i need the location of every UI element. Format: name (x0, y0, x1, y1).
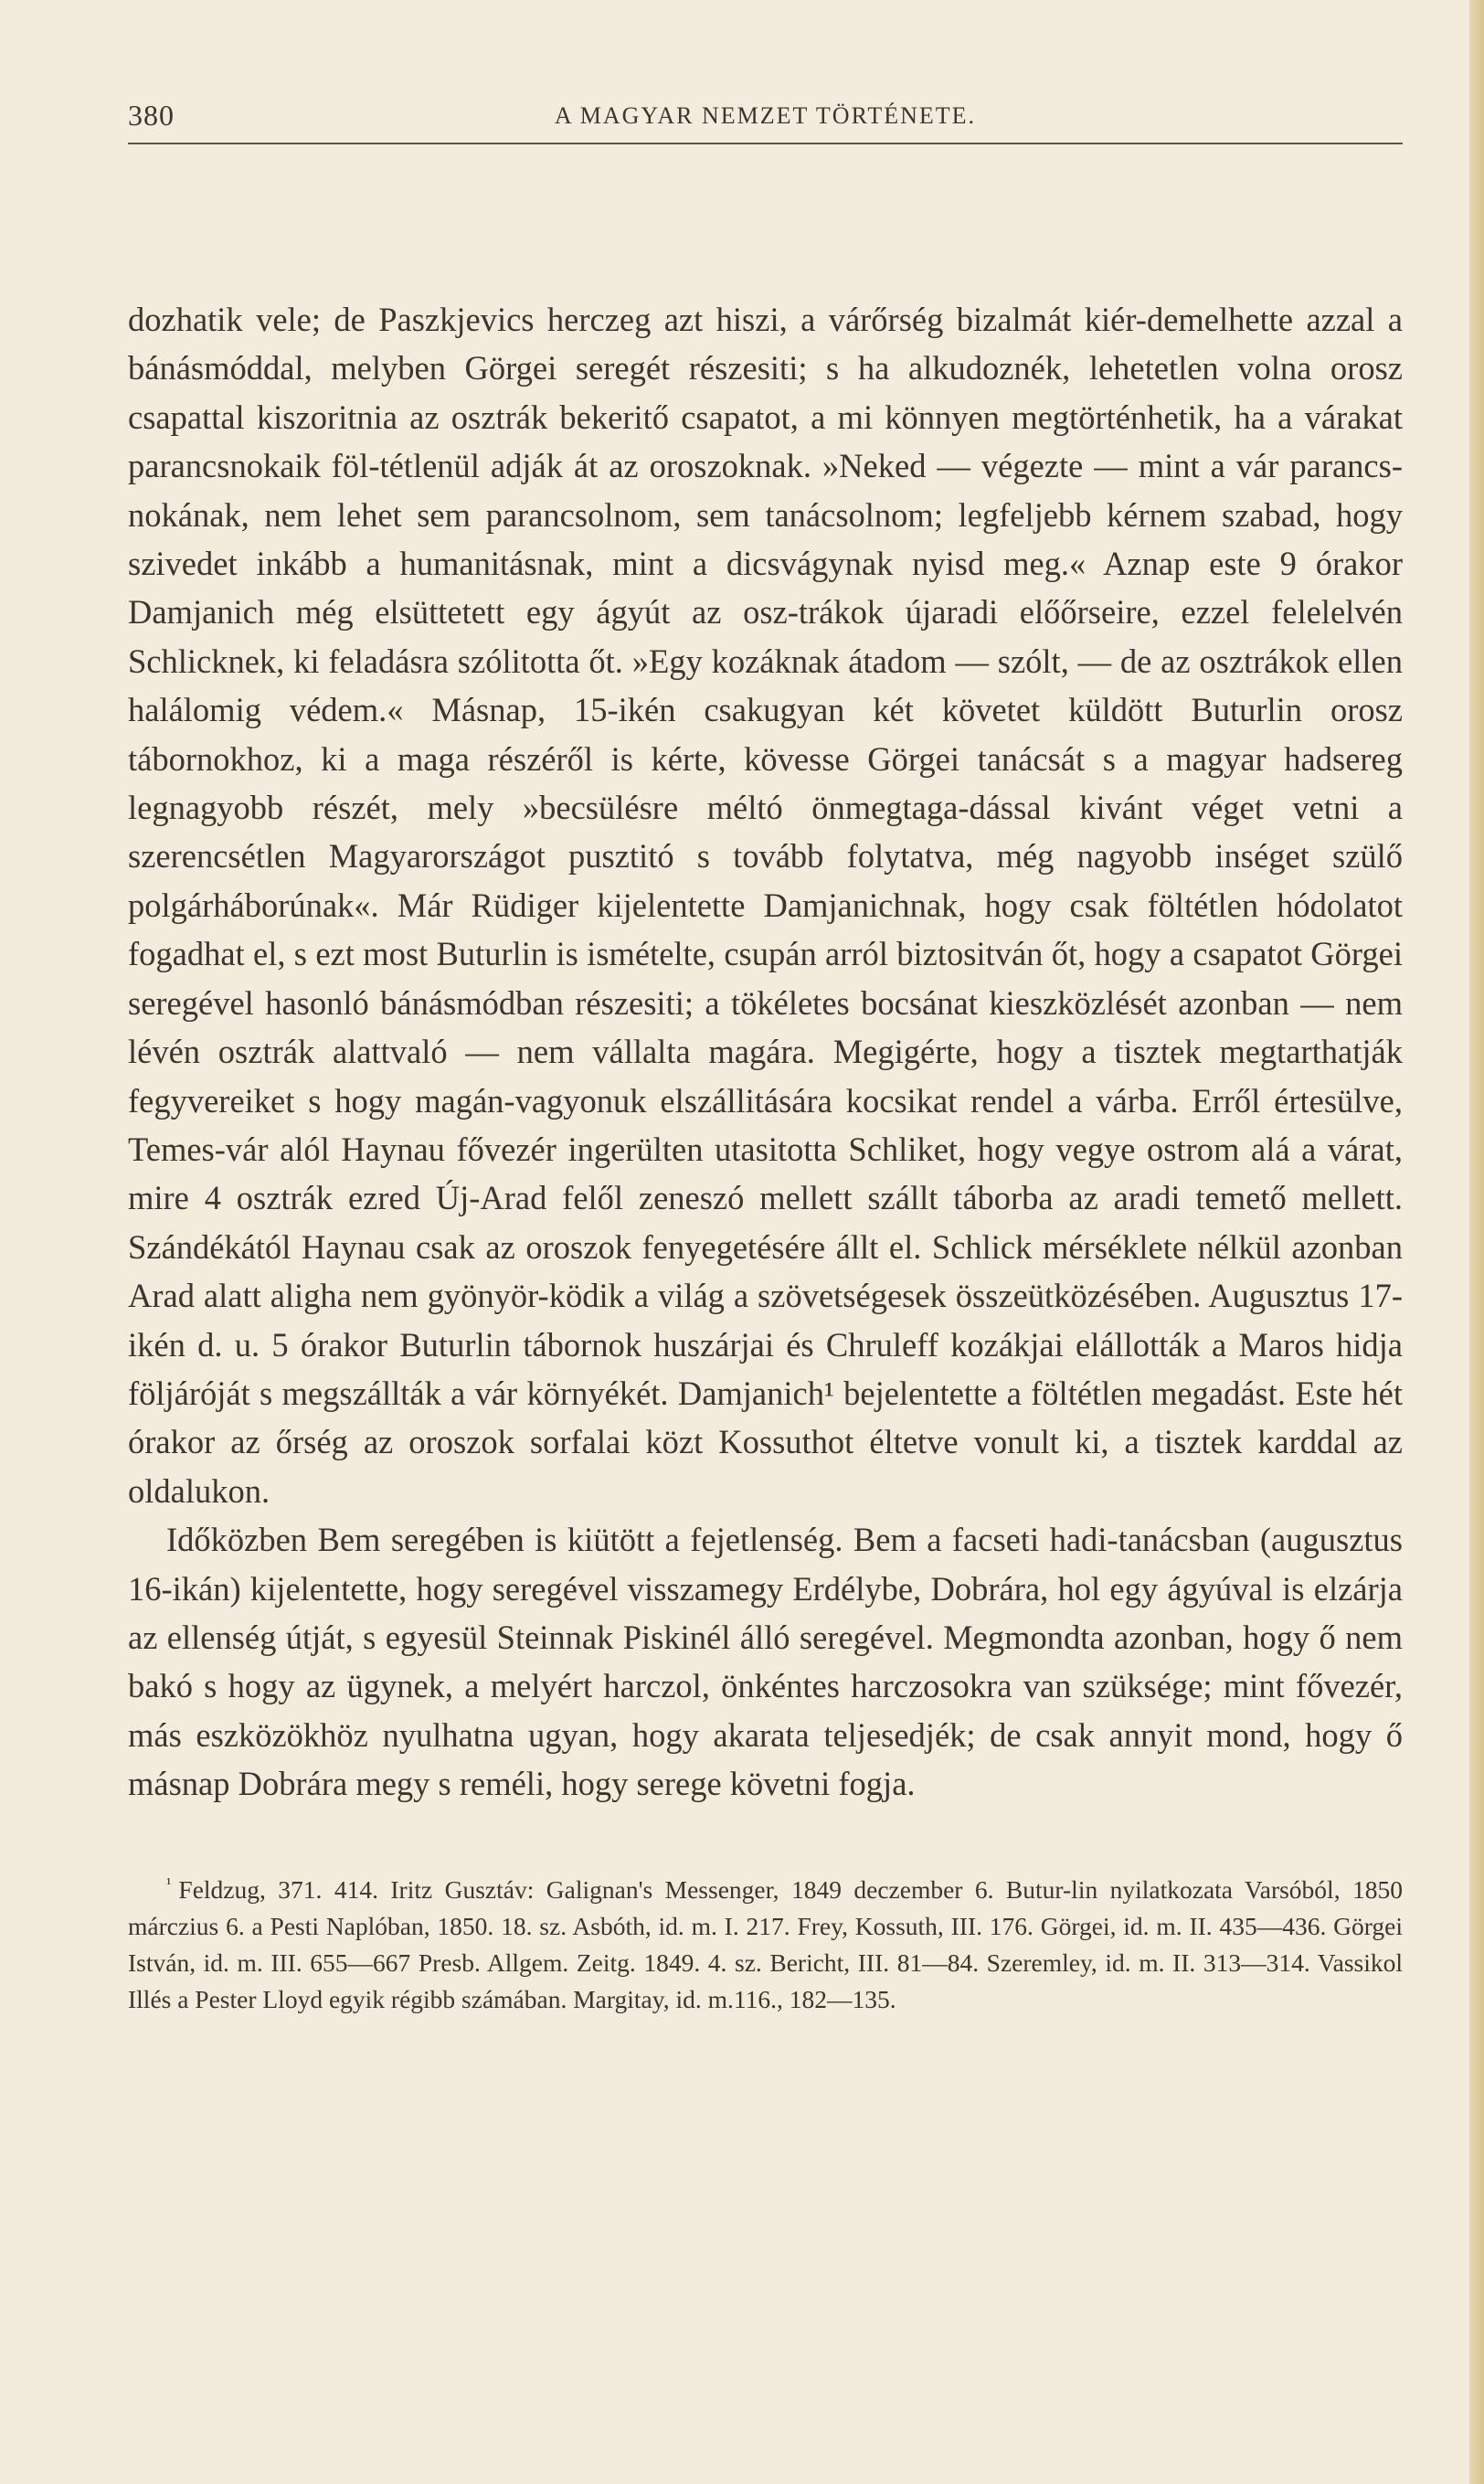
body-text (128, 295, 1403, 1809)
page-edge-shadow (1469, 0, 1484, 2484)
footnote (128, 1865, 1403, 2018)
page-header (128, 91, 1403, 144)
running-title: A MAGYAR NEMZET TÖRTÉNETE. (554, 102, 977, 129)
book-page (128, 91, 1403, 2018)
paragraph-2: Időközben Bem seregében is kiütött a fejetlenség. Bem a facseti hadi-tanácsban (augusztus 16-ikán) kijelentette, hogy seregével visszamegy Erdélybe, Dobrára, hol egy ágyúval is elzárja az ellenség útját, s egyesül Steinnak Piskinél álló seregével. Megmondta azonban, hogy ő nem bakó s hogy az ügynek, a melyért harczol, önkéntes harczosokra van szüksége; mint fővezér, más eszközökhöz nyulhatna ugyan, hogy akarata teljesedjék; de csak annyit mond, hogy ő másnap Dobrára megy s reméli, hogy serege követni fogja. (128, 1521, 1403, 1803)
footnote-text: Feldzug, 371. 414. Iritz Gusztáv: Galignan's Messenger, 1849 deczember 6. Butur-lin nyilatkozata Varsóból, 1850 márczius 6. a Pesti Naplóban, 1850. 18. sz. Asbóth, id. m. I. 217. Frey, Kossuth, III. 176. Görgei, id. m. II. 435—436. Görgei István, id. m. III. 655—667 Presb. Allgem. Zeitg. 1849. 4. sz. Bericht, III. 81—84. Szeremley, id. m. II. 313—314. Vassikol Illés a Pester Lloyd egyik régibb számában. Margitay, id. m.116., 182—135. (128, 1874, 1403, 2013)
footnotes (128, 1865, 1403, 2018)
footnote-marker: ¹ (166, 1874, 172, 1893)
paragraph-1: dozhatik vele; de Paszkjevics herczeg azt hiszi, a várőrség bizalmát kiér-demelhette azzal a bánásmóddal, melyben Görgei seregét részesiti; s ha alkudoznék, lehetetlen volna orosz csapattal kiszoritnia az osztrák bekeritő csapatot, a mi könnyen megtörténhetik, ha a várakat parancsnokaik föl-tétlenül adják át az oroszoknak. »Neked — végezte — mint a vár parancs-nokának, nem lehet sem parancsolnom, sem tanácsolnom; legfeljebb kérnem szabad, hogy szivedet inkább a humanitásnak, mint a dicsvágynak nyisd meg.« Aznap este 9 órakor Damjanich még elsüttetett egy ágyút az osz-trákok újaradi előőrseire, ezzel felelelvén Schlicknek, ki feladásra szólitotta őt. »Egy kozáknak átadom — szólt, — de az osztrákok ellen halálomig védem.« Másnap, 15-ikén csakugyan két követet küldött Buturlin orosz tábornokhoz, ki a maga részéről is kérte, kövesse Görgei tanácsát s a magyar hadsereg legnagyobb részét, mely »becsülésre méltó önmegtaga-dással kivánt véget vetni a szerencsétlen Magyarországot pusztitó s tovább folytatva, még nagyobb inséget szülő polgárháborúnak«. Már Rüdiger kijelentette Damjanichnak, hogy csak föltétlen hódolatot fogadhat el, s ezt most Buturlin is ismételte, csupán arról biztositván őt, hogy a csapatot Görgei seregével hasonló bánásmódban részesiti; a tökéletes bocsánat kieszközlését azonban — nem lévén osztrák alattvaló — nem vállalta magára. Megigérte, hogy a tisztek megtarthatják fegyvereiket s hogy magán-vagyonuk elszállitására kocsikat rendel a várba. Erről értesülve, Temes-vár alól Haynau fővezér ingerülten utasitotta Schliket, hogy vegye ostrom alá a várat, mire 4 osztrák ezred Új-Arad felől zeneszó mellett szállt táborba az aradi temető mellett. Szándékától Haynau csak az oroszok fenyegetésére állt el. Schlick mérséklete nélkül azonban Arad alatt aligha nem gyönyör-ködik a világ a szövetségesek összeütközésében. Augusztus 17-ikén d. u. 5 órakor Buturlin tábornok huszárjai és Chruleff kozákjai elállották a Maros hidja följáróját s megszállták a vár környékét. Damjanich¹ bejelentette a föltétlen megadást. Este hét órakor az őrség az oroszok sorfalai közt Kossuthot éltetve vonult ki, a tisztek karddal az oldalukon. (128, 301, 1403, 1510)
page-number: 380 (128, 99, 175, 132)
